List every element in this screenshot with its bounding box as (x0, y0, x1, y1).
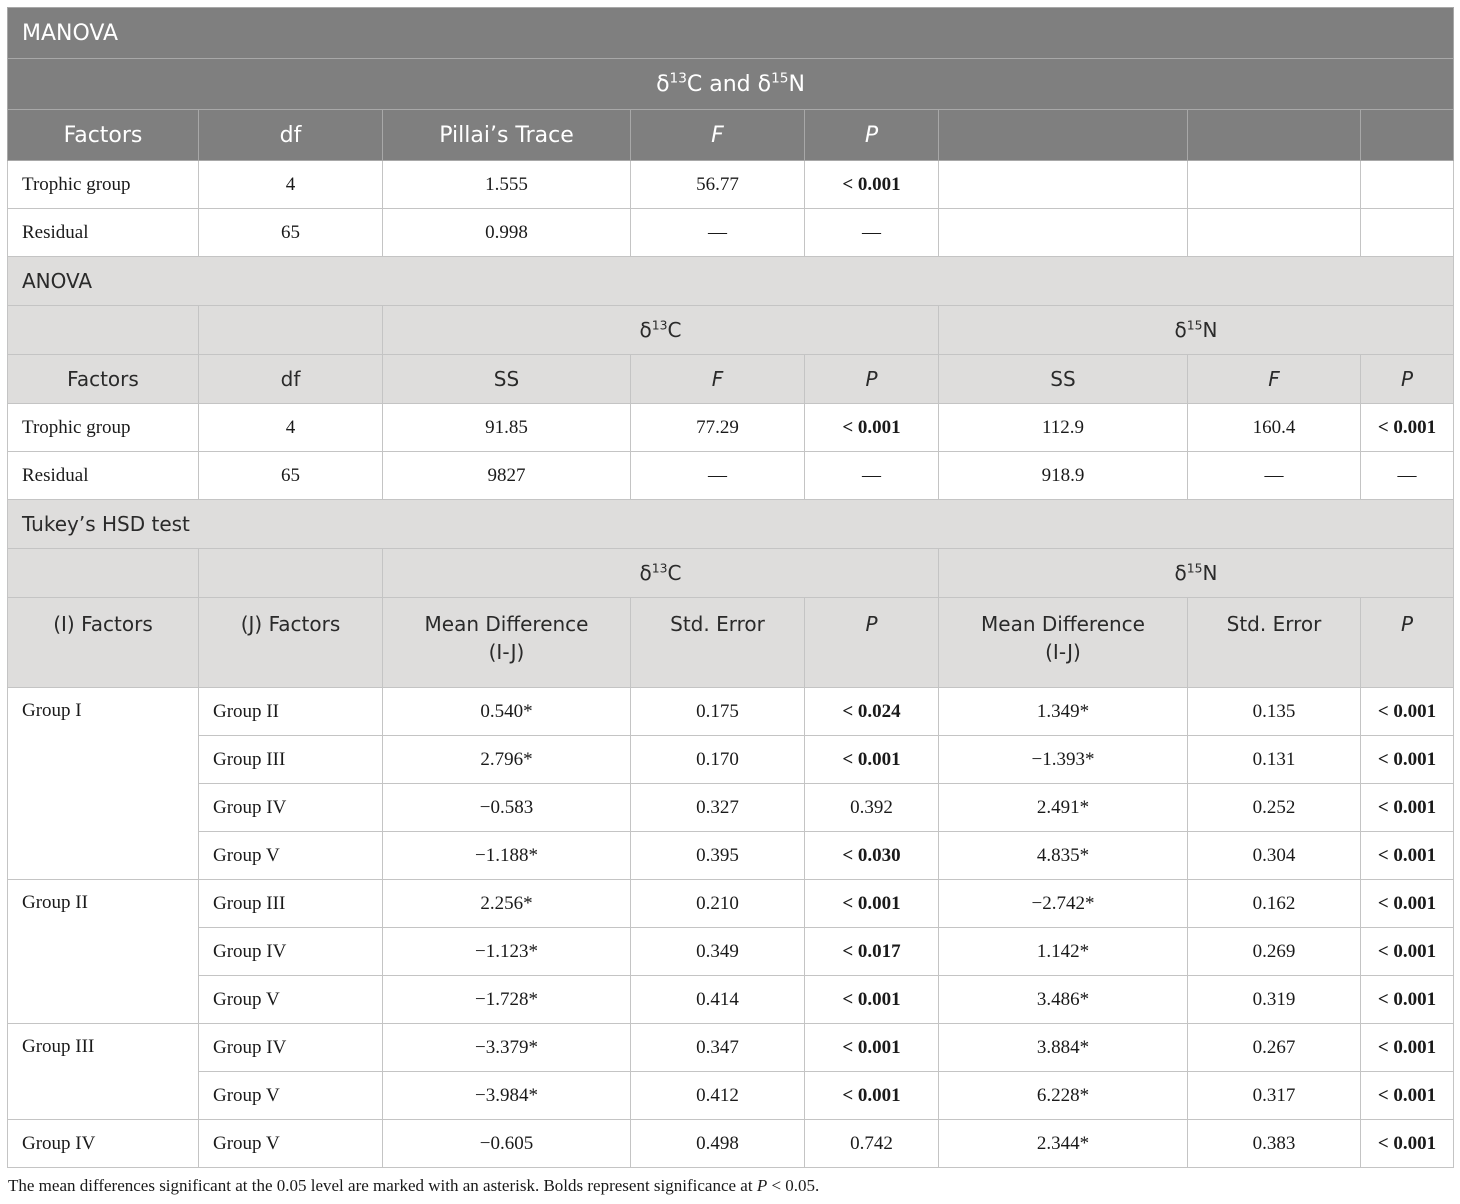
c-p-cell: < 0.001 (805, 736, 939, 784)
n-p-cell: < 0.001 (1361, 976, 1454, 1024)
factor-cell: Residual (8, 452, 199, 500)
column-header: Pillai’s Trace (383, 110, 631, 161)
column-header: P (805, 598, 939, 688)
column-header: P (1361, 598, 1454, 688)
empty-cell (1188, 209, 1361, 257)
c-p-cell: < 0.001 (805, 880, 939, 928)
group-label-cell: Group IV (8, 1120, 199, 1168)
column-header: (I) Factors (8, 598, 199, 688)
n-p-cell: < 0.001 (1361, 832, 1454, 880)
n-std-error-cell: 0.162 (1188, 880, 1361, 928)
c-p-cell: < 0.024 (805, 688, 939, 736)
c-std-error-cell: 0.349 (631, 928, 805, 976)
statistics-table (7, 7, 1454, 1168)
c-mean-diff-cell: −1.728* (383, 976, 631, 1024)
c-std-error-cell: 0.175 (631, 688, 805, 736)
n-mean-diff-cell: 4.835* (939, 832, 1188, 880)
j-factor-cell: Group III (199, 736, 383, 784)
column-header: F (631, 355, 805, 404)
n-mean-diff-cell: 1.349* (939, 688, 1188, 736)
column-header: F (1188, 355, 1361, 404)
table-row (8, 880, 1454, 928)
j-factor-cell: Group V (199, 1120, 383, 1168)
n-mean-diff-cell: −2.742* (939, 880, 1188, 928)
j-factor-cell: Group III (199, 880, 383, 928)
c-p-cell: < 0.001 (805, 1024, 939, 1072)
manova-title: MANOVA (8, 8, 1454, 59)
column-header: Factors (8, 110, 199, 161)
empty-cell (939, 110, 1188, 161)
column-header: SS (939, 355, 1188, 404)
column-header: Mean Difference (I-J) (383, 598, 631, 688)
n-p-cell: < 0.001 (1361, 688, 1454, 736)
empty-cell (1361, 209, 1454, 257)
group-label-cell: Group II (8, 880, 199, 1024)
c-p-cell: < 0.030 (805, 832, 939, 880)
c-std-error-cell: 0.414 (631, 976, 805, 1024)
n-std-error-cell: 0.319 (1188, 976, 1361, 1024)
n-p-cell: < 0.001 (1361, 404, 1454, 452)
n-std-error-cell: 0.135 (1188, 688, 1361, 736)
j-factor-cell: Group IV (199, 784, 383, 832)
tukey-column-headers (8, 598, 1454, 688)
manova-section-header (8, 8, 1454, 59)
anova-nitrogen-group-header: $\delta^{15}N$ (939, 306, 1454, 355)
p-cell: < 0.001 (805, 161, 939, 209)
c-p-cell: 0.742 (805, 1120, 939, 1168)
n-mean-diff-cell: 2.344* (939, 1120, 1188, 1168)
column-header: F (631, 110, 805, 161)
table-row (8, 1024, 1454, 1072)
empty-cell (939, 161, 1188, 209)
n-p-cell: < 0.001 (1361, 736, 1454, 784)
c-f-cell: 77.29 (631, 404, 805, 452)
n-mean-diff-cell: 3.486* (939, 976, 1188, 1024)
c-p-cell: < 0.017 (805, 928, 939, 976)
column-header: Std. Error (631, 598, 805, 688)
j-factor-cell: Group V (199, 832, 383, 880)
column-header: df (199, 110, 383, 161)
group-label-cell: Group III (8, 1024, 199, 1120)
j-factor-cell: Group V (199, 976, 383, 1024)
group-label-cell: Group I (8, 688, 199, 880)
tukey-section-header (8, 500, 1454, 549)
anova-carbon-group-header: $\delta^{13}C$ (383, 306, 939, 355)
table-row (8, 209, 1454, 257)
anova-title: ANOVA (8, 257, 1454, 306)
empty-cell (8, 549, 199, 598)
f-cell: 56.77 (631, 161, 805, 209)
n-std-error-cell: 0.383 (1188, 1120, 1361, 1168)
manova-column-headers (8, 110, 1454, 161)
tukey-title: Tukey’s HSD test (8, 500, 1454, 549)
empty-cell (8, 306, 199, 355)
f-cell: — (631, 209, 805, 257)
pillai-cell: 0.998 (383, 209, 631, 257)
df-cell: 4 (199, 404, 383, 452)
c-ss-cell: 9827 (383, 452, 631, 500)
c-mean-diff-cell: 2.796* (383, 736, 631, 784)
n-std-error-cell: 0.131 (1188, 736, 1361, 784)
empty-cell (939, 209, 1188, 257)
anova-isotope-header (8, 306, 1454, 355)
empty-cell (1361, 110, 1454, 161)
c-mean-diff-cell: −0.605 (383, 1120, 631, 1168)
c-f-cell: — (631, 452, 805, 500)
j-factor-cell: Group V (199, 1072, 383, 1120)
n-std-error-cell: 0.267 (1188, 1024, 1361, 1072)
factor-cell: Trophic group (8, 404, 199, 452)
c-mean-diff-cell: 2.256* (383, 880, 631, 928)
anova-section-header (8, 257, 1454, 306)
table-row (8, 928, 1454, 976)
n-std-error-cell: 0.317 (1188, 1072, 1361, 1120)
column-header: Factors (8, 355, 199, 404)
n-std-error-cell: 0.269 (1188, 928, 1361, 976)
n-p-cell: < 0.001 (1361, 1024, 1454, 1072)
c-p-cell: 0.392 (805, 784, 939, 832)
n-mean-diff-cell: 6.228* (939, 1072, 1188, 1120)
n-p-cell: — (1361, 452, 1454, 500)
p-cell: — (805, 209, 939, 257)
column-header: df (199, 355, 383, 404)
empty-cell (199, 549, 383, 598)
n-ss-cell: 918.9 (939, 452, 1188, 500)
n-ss-cell: 112.9 (939, 404, 1188, 452)
empty-cell (1361, 161, 1454, 209)
n-p-cell: < 0.001 (1361, 1120, 1454, 1168)
tukey-isotope-header (8, 549, 1454, 598)
n-p-cell: < 0.001 (1361, 784, 1454, 832)
c-mean-diff-cell: −0.583 (383, 784, 631, 832)
column-header: P (805, 355, 939, 404)
n-mean-diff-cell: 3.884* (939, 1024, 1188, 1072)
n-f-cell: — (1188, 452, 1361, 500)
column-header: Mean Difference (I-J) (939, 598, 1188, 688)
c-std-error-cell: 0.327 (631, 784, 805, 832)
c-std-error-cell: 0.210 (631, 880, 805, 928)
n-p-cell: < 0.001 (1361, 1072, 1454, 1120)
n-f-cell: 160.4 (1188, 404, 1361, 452)
j-factor-cell: Group II (199, 688, 383, 736)
table-row (8, 976, 1454, 1024)
table-row (8, 404, 1454, 452)
factor-cell: Residual (8, 209, 199, 257)
j-factor-cell: Group IV (199, 1024, 383, 1072)
j-factor-cell: Group IV (199, 928, 383, 976)
table-row (8, 784, 1454, 832)
c-std-error-cell: 0.170 (631, 736, 805, 784)
n-std-error-cell: 0.252 (1188, 784, 1361, 832)
df-cell: 65 (199, 209, 383, 257)
df-cell: 65 (199, 452, 383, 500)
table-row (8, 832, 1454, 880)
c-mean-diff-cell: −3.984* (383, 1072, 631, 1120)
n-p-cell: < 0.001 (1361, 928, 1454, 976)
table-row (8, 736, 1454, 784)
c-p-cell: < 0.001 (805, 976, 939, 1024)
c-p-cell: < 0.001 (805, 1072, 939, 1120)
df-cell: 4 (199, 161, 383, 209)
c-mean-diff-cell: −3.379* (383, 1024, 631, 1072)
n-mean-diff-cell: −1.393* (939, 736, 1188, 784)
column-header: (J) Factors (199, 598, 383, 688)
manova-isotope-header (8, 59, 1454, 110)
table-footnote: The mean differences significant at the 0.05 level are marked with an asterisk. Bolds represent significance at P < 0.05. (8, 1176, 820, 1195)
c-mean-diff-cell: 0.540* (383, 688, 631, 736)
c-std-error-cell: 0.347 (631, 1024, 805, 1072)
table-row (8, 161, 1454, 209)
factor-cell: Trophic group (8, 161, 199, 209)
c-mean-diff-cell: −1.123* (383, 928, 631, 976)
empty-cell (1188, 110, 1361, 161)
n-std-error-cell: 0.304 (1188, 832, 1361, 880)
c-p-cell: < 0.001 (805, 404, 939, 452)
empty-cell (1188, 161, 1361, 209)
anova-column-headers (8, 355, 1454, 404)
tukey-nitrogen-group-header: $\delta^{15}N$ (939, 549, 1454, 598)
c-std-error-cell: 0.412 (631, 1072, 805, 1120)
pillai-cell: 1.555 (383, 161, 631, 209)
n-p-cell: < 0.001 (1361, 880, 1454, 928)
column-header: SS (383, 355, 631, 404)
column-header: P (805, 110, 939, 161)
table-row (8, 688, 1454, 736)
n-mean-diff-cell: 2.491* (939, 784, 1188, 832)
c-std-error-cell: 0.498 (631, 1120, 805, 1168)
column-header: P (1361, 355, 1454, 404)
table-row (8, 452, 1454, 500)
c-ss-cell: 91.85 (383, 404, 631, 452)
table-row (8, 1120, 1454, 1168)
n-mean-diff-cell: 1.142* (939, 928, 1188, 976)
tukey-carbon-group-header: $\delta^{13}C$ (383, 549, 939, 598)
table-row (8, 1072, 1454, 1120)
column-header: Std. Error (1188, 598, 1361, 688)
c-mean-diff-cell: −1.188* (383, 832, 631, 880)
empty-cell (199, 306, 383, 355)
c-p-cell: — (805, 452, 939, 500)
manova-isotope-label: $\delta^{13}C$ and $\delta^{15}N$ (8, 59, 1454, 110)
c-std-error-cell: 0.395 (631, 832, 805, 880)
